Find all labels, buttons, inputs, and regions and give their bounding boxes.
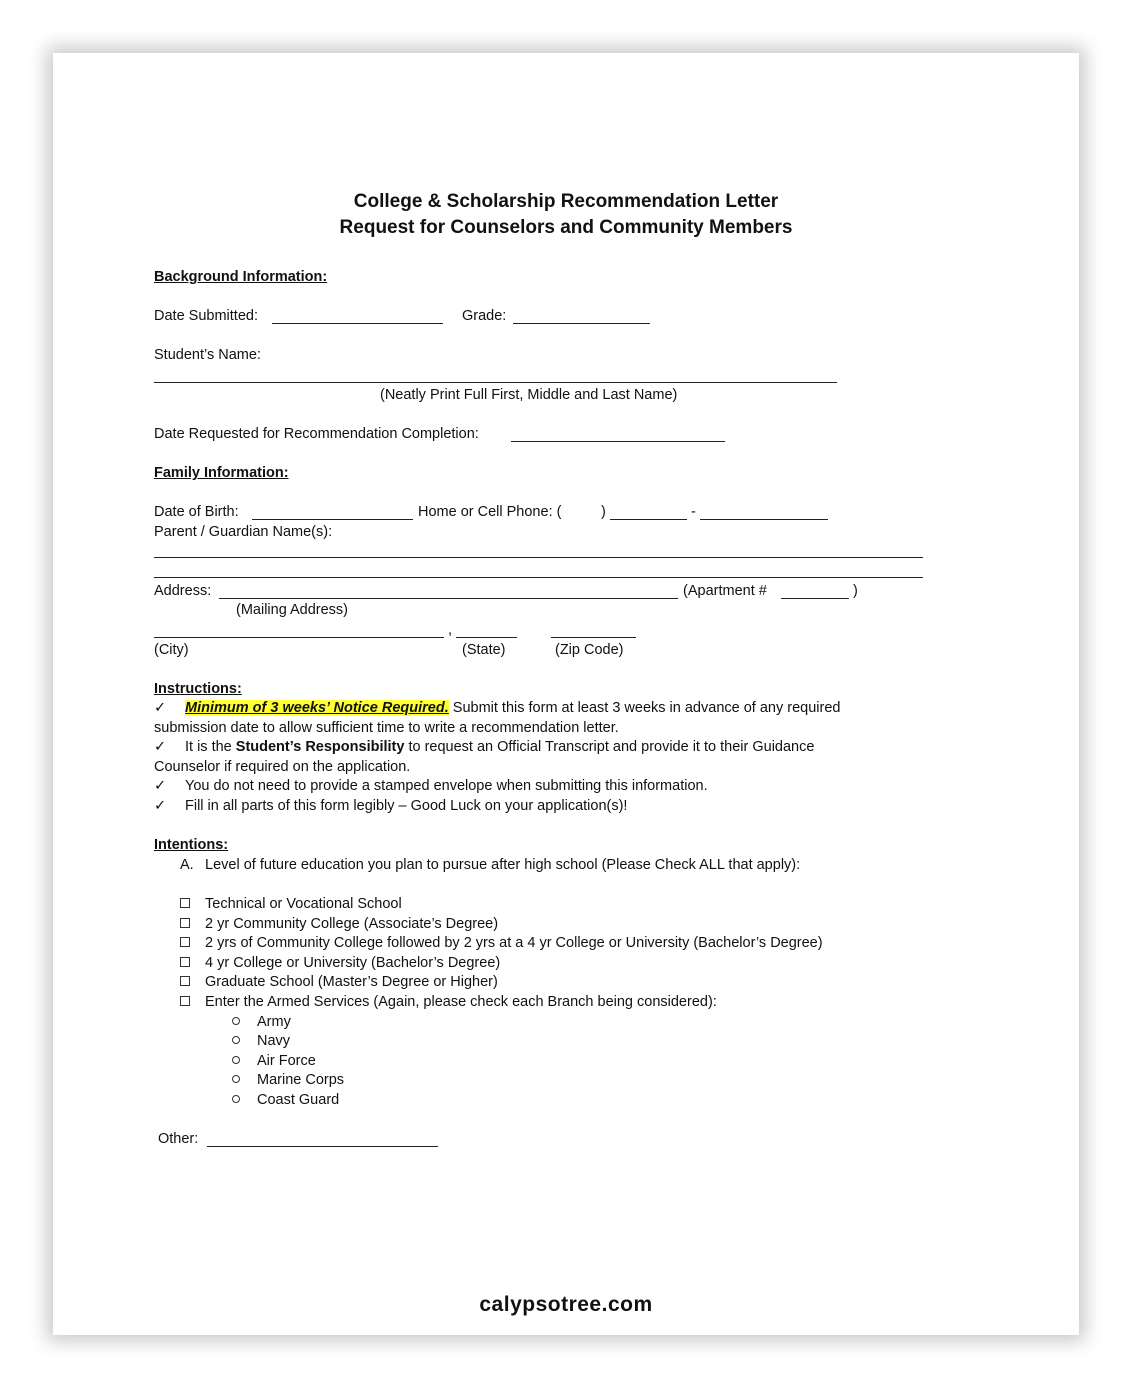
other-field[interactable]: [207, 1146, 438, 1147]
phone-dash: -: [691, 504, 696, 520]
title-line-2: Request for Counselors and Community Members: [339, 217, 793, 238]
apartment-field[interactable]: [781, 598, 849, 599]
grade-field[interactable]: [513, 323, 650, 324]
instructions-heading: Instructions:: [154, 681, 242, 697]
dob-field[interactable]: [252, 519, 413, 520]
other-label: Other:: [158, 1131, 199, 1147]
apartment-paren-close: ): [853, 583, 858, 599]
grade-label: Grade:: [462, 308, 507, 324]
city-field[interactable]: [154, 637, 444, 638]
phone-number-field[interactable]: [700, 519, 828, 520]
notice-highlight: Minimum of 3 weeks’ Notice Required.: [185, 700, 449, 716]
date-requested-field[interactable]: [511, 441, 725, 442]
radio-circle-icon[interactable]: [232, 1056, 240, 1064]
option-item[interactable]: Technical or Vocational School: [180, 895, 402, 913]
checkbox-icon[interactable]: [180, 898, 190, 908]
city-state-comma: ,: [448, 622, 453, 638]
instruction-item-4: ✓ Fill in all parts of this form legibly – Good Luck on your application(s)!: [154, 798, 628, 814]
branch-item[interactable]: Army: [232, 1013, 291, 1031]
option-item[interactable]: 2 yrs of Community College followed by 2 yrs at a 4 yr College or University (Bachelor’s Degree): [180, 934, 823, 952]
dob-label: Date of Birth:: [154, 504, 239, 520]
branch-item[interactable]: Marine Corps: [232, 1071, 344, 1089]
check-icon: ✓: [154, 778, 167, 794]
instruction-item-3: ✓ You do not need to provide a stamped envelope when submitting this information.: [154, 778, 708, 794]
student-name-label: Student’s Name:: [154, 347, 261, 363]
intention-a-label: A.: [180, 857, 194, 873]
check-icon: ✓: [154, 739, 167, 755]
checkbox-icon[interactable]: [180, 957, 190, 967]
instruction-item-1: ✓ Minimum of 3 weeks’ Notice Required. Submit this form at least 3 weeks in advance of any required: [154, 700, 841, 716]
date-submitted-field[interactable]: [272, 323, 443, 324]
title-line-1: College & Scholarship Recommendation Letter: [353, 191, 779, 212]
guardian-field-2[interactable]: [154, 577, 923, 578]
background-heading: Background Information:: [154, 269, 328, 285]
student-name-field[interactable]: [154, 382, 837, 383]
city-label: (City): [154, 642, 189, 658]
state-label: (State): [462, 642, 506, 658]
phone-paren-close: ): [601, 504, 606, 520]
instruction-item-2: ✓ It is the Student’s Responsibility to request an Official Transcript and provide it to their Guidance: [154, 739, 815, 755]
branch-item[interactable]: Coast Guard: [232, 1091, 339, 1109]
guardian-label: Parent / Guardian Name(s):: [154, 524, 333, 540]
guardian-field-1[interactable]: [154, 557, 923, 558]
option-item[interactable]: Enter the Armed Services (Again, please check each Branch being considered):: [180, 993, 717, 1011]
option-item[interactable]: 4 yr College or University (Bachelor’s Degree): [180, 954, 500, 972]
radio-circle-icon[interactable]: [232, 1017, 240, 1025]
document-page: [53, 53, 1079, 1335]
phone-label: Home or Cell Phone: (: [418, 504, 562, 520]
check-icon: ✓: [154, 798, 167, 814]
instruction-item-1-cont: submission date to allow sufficient time to write a recommendation letter.: [154, 720, 619, 736]
branch-item[interactable]: Air Force: [232, 1052, 316, 1070]
student-name-hint: (Neatly Print Full First, Middle and Last Name): [380, 387, 678, 403]
checkbox-icon[interactable]: [180, 996, 190, 1006]
radio-circle-icon[interactable]: [232, 1095, 240, 1103]
family-heading: Family Information:: [154, 465, 289, 481]
branch-item[interactable]: Navy: [232, 1032, 290, 1050]
date-submitted-label: Date Submitted:: [154, 308, 258, 324]
intentions-heading: Intentions:: [154, 837, 229, 853]
address-field[interactable]: [219, 598, 678, 599]
option-item[interactable]: 2 yr Community College (Associate’s Degree): [180, 915, 498, 933]
zip-field[interactable]: [551, 637, 636, 638]
radio-circle-icon[interactable]: [232, 1036, 240, 1044]
check-icon: ✓: [154, 700, 167, 716]
address-label: Address:: [154, 583, 212, 599]
checkbox-icon[interactable]: [180, 976, 190, 986]
state-field[interactable]: [456, 637, 517, 638]
checkbox-icon[interactable]: [180, 937, 190, 947]
instruction-item-2-cont: Counselor if required on the application.: [154, 759, 411, 775]
phone-prefix-field[interactable]: [610, 519, 687, 520]
option-item[interactable]: Graduate School (Master’s Degree or Higher): [180, 973, 498, 991]
zip-label: (Zip Code): [555, 642, 624, 658]
checkbox-icon[interactable]: [180, 918, 190, 928]
apartment-label: (Apartment #: [683, 583, 767, 599]
mailing-address-hint: (Mailing Address): [236, 602, 349, 618]
date-requested-label: Date Requested for Recommendation Completion:: [154, 426, 479, 442]
footer-watermark: calypsotree.com: [479, 1293, 653, 1316]
radio-circle-icon[interactable]: [232, 1075, 240, 1083]
intention-a-text: Level of future education you plan to pursue after high school (Please Check ALL that apply):: [205, 857, 801, 873]
